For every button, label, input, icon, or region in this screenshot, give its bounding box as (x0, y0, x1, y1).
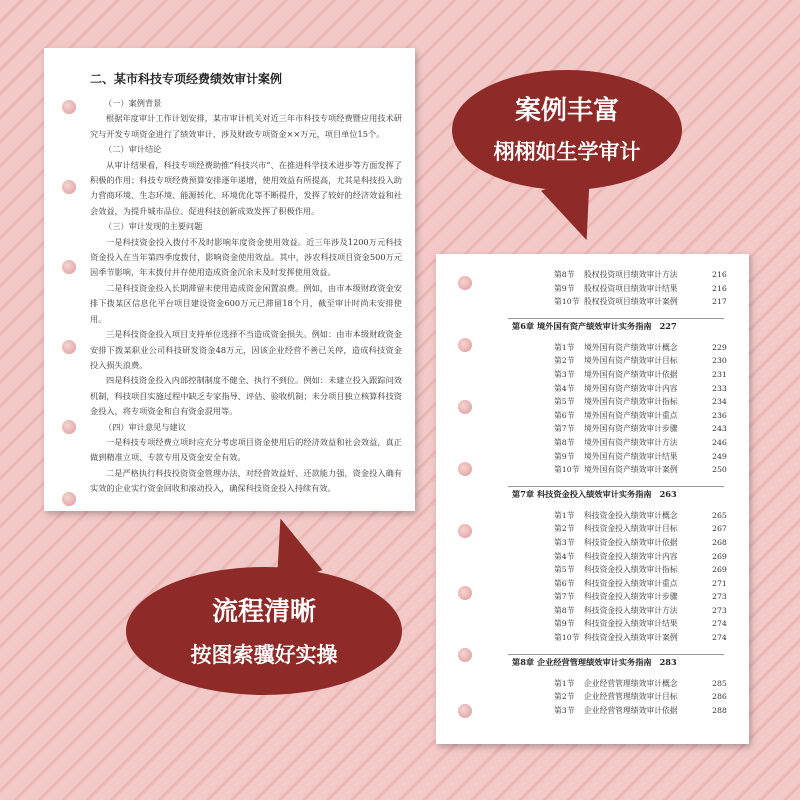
section-number: 第5节 (554, 397, 575, 407)
section-title: 境外国有资产绩效审计重点 (584, 410, 678, 420)
section-title: 科技资金投入绩效审计目标 (584, 524, 678, 534)
section-title: 科技资金投入绩效审计结果 (584, 619, 678, 629)
section-number: 第9节 (554, 283, 575, 293)
section-number: 第4节 (554, 383, 575, 393)
section-number: 第10节 (554, 633, 580, 643)
section-title: 科技资金投入绩效审计指标 (584, 565, 678, 575)
section-number: 第6节 (554, 410, 575, 420)
section-number: 第1节 (554, 342, 575, 352)
section-number: 第1节 (554, 678, 575, 688)
case-body (90, 96, 402, 497)
binder-hole (62, 100, 76, 114)
toc-entry (436, 631, 749, 645)
section-page: 249 (712, 451, 727, 461)
toc-entry (436, 604, 749, 618)
section-page: 265 (712, 510, 727, 520)
toc-entry (436, 422, 749, 436)
section-title: 境外国有资产绩效审计结果 (584, 451, 678, 461)
section-heading: （四）审计意见与建议 (104, 421, 186, 432)
section-title: 境外国有资产绩效审计目标 (584, 356, 678, 366)
section-title: 科技资金投入绩效审计依据 (584, 537, 678, 547)
bubble-headline: 案例丰富 (514, 96, 619, 126)
bubble-tail (541, 173, 611, 249)
toc-entry (436, 522, 749, 536)
toc-entry (436, 690, 749, 704)
section-title: 科技资金投入绩效审计方法 (584, 605, 678, 615)
paragraph: 二是严格执行科技投资资金管理办法，对经营效益好、还款能力强，资金投入确有实效的企业实行资金回收和滚动投入，确保科技资金投入持续有效。 (90, 467, 402, 494)
section-title: 境外国有资产绩效审计内容 (584, 383, 678, 393)
section-title: 企业经营管理绩效审计目标 (584, 692, 678, 702)
section-title: 股权投资项目绩效审计结果 (584, 283, 678, 293)
toc-entry (436, 677, 749, 691)
toc-chapter (436, 309, 749, 341)
toc-entry (436, 536, 749, 550)
paragraph: 从审计结果看，科技专项经费助推“科技兴市”、在推进科学技术进步等方面发挥了积极的作用；科技专项经费预算安排逐年递增，使用效益有所提高，尤其是科技投入助力营商环境、生态环境、能源转化、环境优化等不断提升，发挥了较好的经济效益和社会效益，为提升城市品位、促进科技创新成效发挥了积极作用。 (90, 159, 402, 216)
toc-entry (436, 463, 749, 477)
binder-hole (62, 260, 76, 274)
section-number: 第10节 (554, 465, 580, 475)
toc-chapter (436, 477, 749, 509)
section-page: 269 (712, 565, 727, 575)
toc-entry (436, 382, 749, 396)
section-number: 第4节 (554, 551, 575, 561)
section-number: 第2节 (554, 356, 575, 366)
table-of-contents-page (436, 254, 749, 744)
section-title: 境外国有资产绩效审计步骤 (584, 424, 678, 434)
section-page: 273 (712, 592, 727, 602)
section-number: 第9节 (554, 451, 575, 461)
section-page: 285 (712, 678, 727, 688)
section-title: 科技资金投入绩效审计步骤 (584, 592, 678, 602)
section-number: 第3节 (554, 537, 575, 547)
case-study-page (44, 48, 415, 511)
toc-entry (436, 409, 749, 423)
section-heading: （一）案例背景 (104, 98, 162, 108)
section-title: 境外国有资产绩效审计案例 (584, 465, 678, 475)
section-number: 第7节 (554, 424, 575, 434)
section-page: 274 (712, 633, 727, 643)
section-page: 288 (712, 705, 727, 715)
paragraph: 四是科技资金投入内部控制制度不健全、执行不到位。例如：未建立投入跟踪问效机制，科技项目实施过程中缺乏专家指导、评估、验收机制；未分项目独立核算科技资金投入，将专项资金和自有资金混用等。 (90, 375, 402, 417)
section-page: 230 (712, 356, 727, 366)
toc-entry (436, 354, 749, 368)
section-page: 286 (712, 692, 727, 702)
section-page: 250 (712, 465, 727, 475)
toc-entry (436, 590, 749, 604)
section-page: 231 (712, 369, 727, 379)
chapter-number: 第8章 (512, 656, 535, 667)
section-title: 股权投资项目绩效审计方法 (584, 270, 678, 279)
bubble-subline: 栩栩如生学审计 (493, 140, 641, 164)
binder-hole (62, 492, 76, 506)
toc-entry (436, 395, 749, 409)
section-heading: （三）审计发现的主要问题 (104, 221, 203, 232)
paragraph: 一是科技专项经费立项时应充分考虑项目资金使用后的经济效益和社会效益，真正做到精准立项、专款专用及资金安全有效。 (90, 436, 402, 463)
binder-hole (62, 420, 76, 434)
chapter-title: 境外国有资产绩效审计实务指南 (536, 320, 652, 331)
section-title: 科技资金投入绩效审计概念 (584, 510, 678, 520)
promo-bubble-process (126, 567, 402, 695)
chapter-label (512, 489, 677, 500)
section-page: 273 (712, 605, 727, 615)
chapter-title: 企业经营管理绩效审计实务指南 (536, 656, 652, 667)
section-title: 境外国有资产绩效审计指标 (584, 397, 678, 407)
toc-entry (436, 295, 749, 309)
section-page: 269 (712, 551, 727, 561)
section-number: 第8节 (554, 437, 575, 447)
chapter-page: 227 (659, 320, 677, 331)
section-number: 第3节 (554, 369, 575, 379)
toc-entry (436, 268, 749, 282)
toc-entry (436, 282, 749, 296)
toc-entry (436, 617, 749, 631)
toc-entry (436, 436, 749, 450)
section-page: 268 (712, 537, 727, 547)
section-number: 第3节 (554, 705, 575, 715)
section-number: 第10节 (554, 297, 580, 307)
section-number: 第6节 (554, 578, 575, 588)
section-title: 股权投资项目绩效审计案例 (584, 297, 678, 307)
toc-entry (436, 550, 749, 564)
toc-entry (436, 563, 749, 577)
section-title: 科技资金投入绩效审计内容 (584, 551, 678, 561)
section-number: 第1节 (554, 510, 575, 520)
section-page: 234 (712, 397, 727, 407)
section-title: 境外国有资产绩效审计依据 (584, 369, 678, 379)
toc-entry (436, 450, 749, 464)
toc-entry (436, 577, 749, 591)
section-title: 企业经营管理绩效审计概念 (584, 678, 678, 688)
chapter-title: 科技资金投入绩效审计实务指南 (536, 488, 652, 499)
chapter-page: 283 (659, 656, 677, 667)
binder-hole (62, 340, 76, 354)
section-number: 第8节 (554, 605, 575, 615)
section-number: 第9节 (554, 619, 575, 629)
toc-entry (436, 368, 749, 382)
toc-entry (436, 341, 749, 355)
chapter-number: 第6章 (512, 320, 535, 331)
toc-chapter (436, 645, 749, 677)
case-title: 二、某市科技专项经费绩效审计案例 (90, 72, 283, 86)
section-page: 246 (712, 437, 727, 447)
section-page: 236 (712, 410, 727, 420)
section-title: 科技资金投入绩效审计案例 (584, 633, 678, 643)
chapter-page: 263 (659, 488, 677, 499)
bubble-subline: 按图索骥好实操 (190, 643, 338, 667)
paragraph: 二是科技资金投入长期滞留未使用造成资金闲置浪费。例如，由市本级财政资金安排下拨某区信息化平台项目建设资金600万元已滞留18个月，截至审计时尚未安排使用。 (90, 282, 402, 324)
section-title: 科技资金投入绩效审计重点 (584, 578, 678, 588)
section-page: 243 (712, 424, 727, 434)
toc-list (436, 268, 749, 717)
section-page: 216 (712, 283, 727, 293)
section-title: 境外国有资产绩效审计概念 (584, 342, 678, 352)
section-number: 第2节 (554, 692, 575, 702)
chapter-label (512, 657, 677, 668)
section-page: 233 (712, 383, 727, 393)
toc-entry (436, 509, 749, 523)
section-number: 第7节 (554, 592, 575, 602)
section-page: 229 (712, 342, 727, 352)
binder-hole (62, 180, 76, 194)
bubble-headline: 流程清晰 (211, 597, 316, 627)
section-title: 企业经营管理绩效审计依据 (584, 705, 678, 715)
section-page: 271 (712, 578, 727, 588)
section-page: 267 (712, 524, 727, 534)
section-number: 第2节 (554, 524, 575, 534)
section-page: 216 (712, 270, 727, 279)
chapter-label (512, 321, 677, 332)
toc-entry (436, 704, 749, 718)
section-number: 第5节 (554, 565, 575, 575)
paragraph: 根据年度审计工作计划安排，某市审计机关对近三年市科技专项经费暨应用技术研究与开发专项资金进行了绩效审计，涉及财政专项资金××万元，项目单位15个。 (90, 113, 402, 139)
promo-bubble-cases (452, 70, 682, 190)
paragraph: 一是科技资金投入拨付不及时影响年度资金使用效益。近三年涉及1200万元科技资金投入在当年第四季度拨付，影响资金使用效益。其中，涉农科技项目资金500万元因季节影响，年末拨付并存使用造成资金沉余未及时发挥使用效益。 (90, 236, 402, 278)
section-heading: （二）审计结论 (104, 144, 162, 155)
bubble-tail (258, 511, 323, 585)
section-page: 217 (712, 297, 727, 307)
section-number: 第8节 (554, 270, 575, 279)
section-page: 274 (712, 619, 727, 629)
section-title: 境外国有资产绩效审计方法 (584, 437, 678, 447)
chapter-number: 第7章 (512, 488, 535, 499)
paragraph: 三是科技资金投入项目支持单位选择不当造成资金损失。例如：由市本级财政资金安排下拨某职业公司科技研发资金48万元，因该企业经营不善已关停，造成科技资金投入损失浪费。 (90, 329, 402, 370)
